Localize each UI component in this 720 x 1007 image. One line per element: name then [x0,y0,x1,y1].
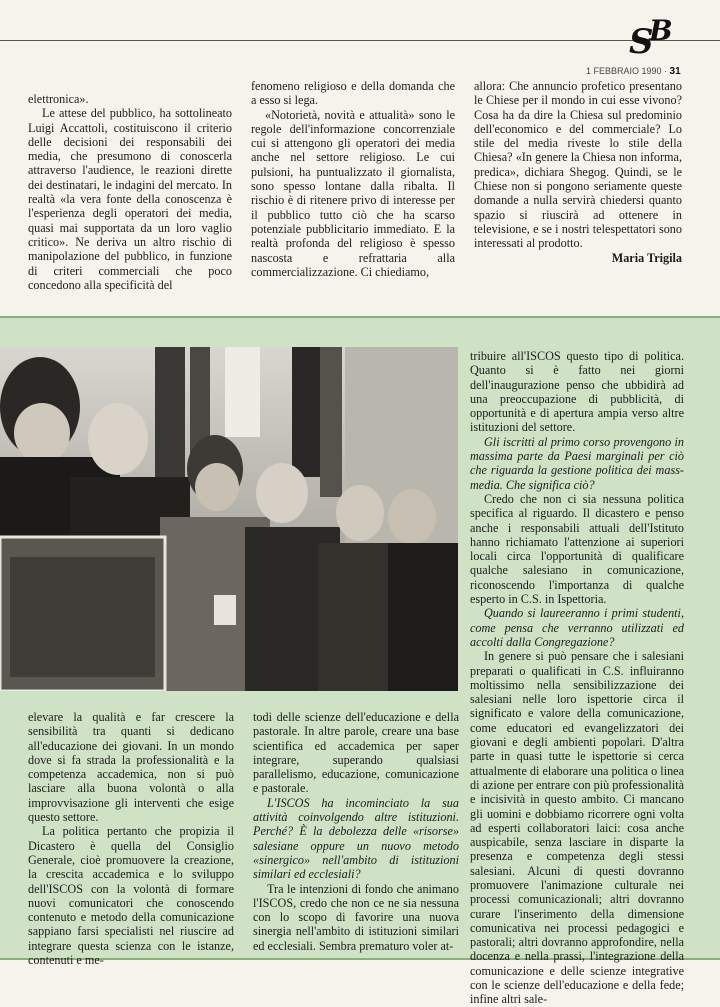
interview-question: Quando si laureeranno i primi studenti, come pensa che verranno utilizzati ed accolti dalla Congregazione? [470,606,684,649]
interview-answer: Tra le intenzioni di fondo che animano l'ISCOS, credo che non ce ne sia nessuna con lo scopo di favorire una nuova sinergia nell'ambito di istituzioni similari ed ecclesiali. Sembra prematuro voler at- [253,881,459,953]
issue-date: 1 FEBBRAIO 1990 · 31 [586,66,681,77]
group-photo [0,347,458,691]
paragraph: «Notorietà, novità e attualità» sono le regole dell'informazione concorrenziale cui si attengono gli operatori dei media anche nel settore religioso. Le cui pulsioni, ha puntualizzato il giornalista, sono spesso lontane dalla ribalta. Il rischio è di ritenere privo di interesse per il pubblico tutto ciò che ha scarso potenziale pubblicitario immediato. E la realtà profonda del religioso è spesso nascosta e refrattaria alla commercializzazione. Ci chiediamo, [251,107,455,279]
paragraph: elettronica». [28,92,89,106]
bottom-column-1 [28,710,234,967]
interview-answer: tribuire all'ISCOS questo tipo di politica. Quanto si è fatto nei giorni dell'inaugurazione penso che ubbidirà ad una preoccupazione di pubblicità, di opportunità e di apertura ampia verso altre istituzioni del settore. [470,349,684,435]
top-column-1 [28,92,232,292]
top-column-3 [474,79,682,265]
author-signature: Maria Trigila [611,250,682,265]
paragraph: fenomeno religioso e della domanda che a esso si lega. [251,79,455,108]
header-rule [0,40,720,41]
paragraph: Le attese del pubblico, ha sottolineato Luigi Accattoli, costituiscono il criterio delle decisioni dei responsabili dei media, che presumono di conoscerla attraverso l'audience, le reazioni dirette dei destinatari, le indagini del mercato. In realtà «la vera fonte della conoscenza è l'esperienza degli operatori dei media, quasi mai supportata da un loro vaglio critico». Ne deriva un altro rischio di manipolazione del pubblico, in funzione di criteri commerciali che poco concedono alla specificità del [28,106,232,292]
interview-question: L'ISCOS ha incominciato la sua attività coinvolgendo altre istituzioni. Perché? È la debolezza delle «risorse» salesiane oppure un nuovo metodo «sinergico» nell'ambito di istituzioni similari ed ecclesiali? [253,795,459,882]
bottom-column-2 [253,710,459,953]
top-column-2 [251,79,455,279]
interview-answer: In genere si può pensare che i salesiani preparati o qualificati in C.S. influiranno moltissimo nella sensibilizzazione dei salesiani nelle loro ispettorie circa il significato e valore della comunicazione, come educatori ed evangelizzatori dei giovani e degli ambienti popolari. D'altra parte in quasi tutte le ispettorie si cerca attualmente di elaborare una politica o linea di azione per entrare con più professionalità e incisività in questo ambito. Ci mancano gli uomini e dobbiamo ricorrere ogni volta ad esperti collaboratori laici: cosa anche auspicabile, senza lasciare in disparte la presenza e competenza degli stessi salesiani. Alcuni di questi dovranno promuovere l'animazione culturale nei processi comunicazionali; altri dovranno curare l'inserimento della dimensione comunicativa nei processi pedagogici e pastorali; altri dovranno approfondire, nella docenza e nella prassi, l'integrazione della comunicazione e delle scienze integrative con le scienze dell'educazione e della fede; infine altri sale- [470,649,684,1007]
bottom-column-right [470,349,684,1007]
page-number: 31 [669,66,681,77]
interview-question: Gli iscritti al primo corso provengono in massima parte da Paesi marginali per ciò che riguarda la gestione politica dei mass-media. Che significa ciò? [470,434,684,492]
interview-answer: La politica pertanto che propizia il Dicastero è quella del Consiglio Generale, cioè promuovere la creazione, la crescita accademica e lo sviluppo dell'ISCOS con la volontà di formare nuovi comunicatori che conoscendo contenuto e metodo della comunicazione sappiano farsi specialisti nel riuscire ad integrare questa scienza con le istanze, contenuti e me- [28,824,234,968]
paragraph: allora: Che annuncio profetico presentano le Chiese per il mondo in cui esse vivono? Cosa ha da dire la Chiesa sul predominio dell'economico e del commerciale? Lo stile del media riveste lo stile della Chiesa? «In genere la Chiesa non informa, predica», dichiara Shegog. Quindi, se le Chiese non si pongono seriamente queste domande a nulla servirà chiedersi quanto spazio si riuscirà ad ottenere in televisione, e se i nostri telespettatori sono interessati al prodotto. [474,79,682,251]
interview-answer: Credo che non ci sia nessuna politica specifica al riguardo. Il dicastero e penso anche i responsabili attuali dell'Istituto hanno richiamato l'attenzione ai superiori locali circa l'opportunità di qualificare qualche salesiano in comunicazione, riconoscendo l'importanza di qualche esperto in C.S. in Ispettoria. [470,491,684,607]
interview-answer: elevare la qualità e far crescere la sensibilità tra quanti si dedicano all'educazione dei giovani. In un mondo dove si fa strada la professionalità e la competenza accademica, non si può lasciare alla buona volontà o alla improvvisazione gli interventi che esige questo settore. [28,710,234,825]
issue-date-text: 1 FEBBRAIO 1990 [586,66,662,76]
interview-answer: todi delle scienze dell'educazione e della pastorale. In altre parole, creare una base scientifica ed accademica per saper integrare, superando qualsiasi parallelismo, educazione, comunicazione e pastorale. [253,710,459,796]
